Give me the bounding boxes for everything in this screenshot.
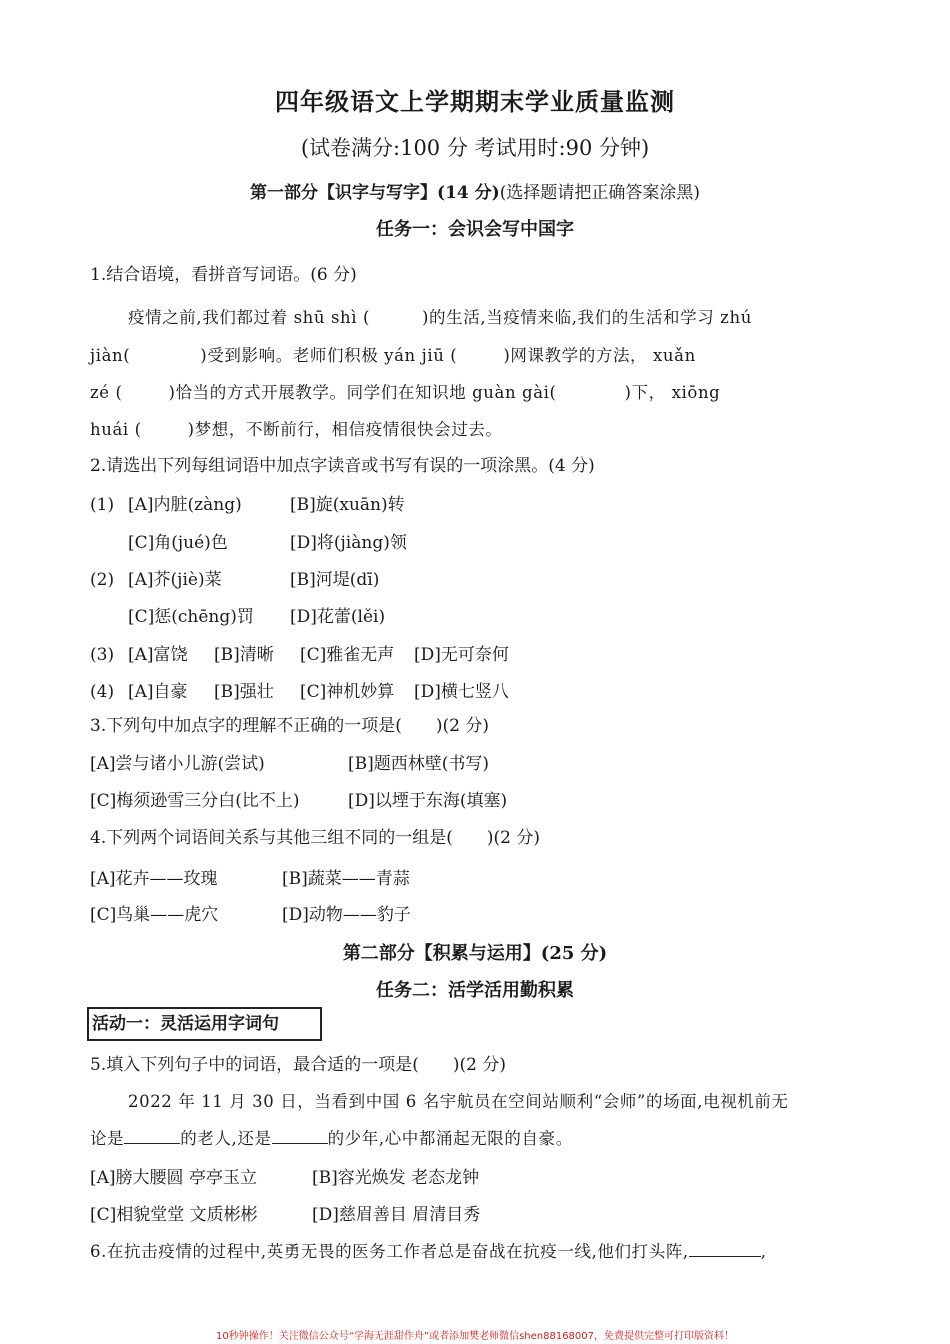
q3-stem: 3.下列句中加点字的理解不正确的一项是( )(2 分) — [90, 716, 489, 736]
q5-row-1: [A]膀大腰圆 亭亭玉立 [B]容光焕发 老态龙钟 — [90, 1168, 480, 1188]
blank-1 — [124, 1131, 180, 1144]
part1-title: 第一部分【识字与写字】(14 分) — [250, 183, 500, 203]
q5-row-2: [C]相貌堂堂 文质彬彬 [D]慈眉善目 眉清目秀 — [90, 1205, 481, 1225]
q2-row-5: (3) [A]富饶 [B]清晰 [C]雅雀无声 [D]无可奈何 — [90, 645, 509, 665]
q1-line-2: jiàn( )受到影响。老师们积极 yán jiū ( )网课教学的方法， xuǎn — [90, 346, 696, 365]
activity-box: 活动一：灵活运用字词句 — [87, 1007, 322, 1041]
q1-line-1: 疫情之前,我们都过着 shū shì ( )的生活,当疫情来临,我们的生活和学习 zhú — [128, 308, 752, 327]
blank-2 — [272, 1131, 328, 1144]
page-title: 四年级语文上学期期末学业质量监测 — [275, 87, 675, 116]
part1-heading — [0, 178, 950, 203]
task1-heading: 任务一：会识会写中国字 — [376, 219, 574, 240]
q2-stem: 2.请选出下列每组词语中加点字读音或书写有误的一项涂黑。(4 分) — [90, 456, 595, 476]
q1-line-3: zé ( )恰当的方式开展教学。同学们在知识地 guàn gài( )下， xiōng — [90, 383, 721, 402]
q5-para-1: 2022 年 11 月 30 日，当看到中国 6 名宇航员在空间站顺利“会师”的场面,电视机前无 — [128, 1092, 789, 1111]
q2-row-3: (2) [A]芥(jiè)菜 [B]河堤(dī) — [90, 570, 380, 590]
task2-heading: 任务二：活学活用勤积累 — [376, 980, 574, 1001]
q3-row-1: [A]尝与诸小儿游(尝试) [B]题西林壁(书写) — [90, 754, 490, 774]
q3-row-2: [C]梅须逊雪三分白(比不上) [D]以堙于东海(填塞) — [90, 791, 508, 811]
q5-para-2: 论是 的老人,还是 的少年,心中都涌起无限的自豪。 — [90, 1129, 573, 1148]
exam-info: (试卷满分:100 分 考试用时:90 分钟) — [300, 136, 650, 160]
blank-3 — [689, 1244, 761, 1257]
part1-note: (选择题请把正确答案涂黑) — [499, 183, 700, 203]
q2-row-1: (1) [A]内脏(zàng) [B]旋(xuān)转 — [90, 495, 405, 515]
footer-ad: 10秒钟操作！关注微信公众号“学海无涯甜作舟”或者添加樊老师微信shen88168007，免费提供完整可打印版资料！ — [215, 1331, 735, 1342]
part2-heading: 第二部分【积累与运用】(25 分) — [342, 943, 608, 964]
q1-line-4: huái ( )梦想，不断前行，相信疫情很快会过去。 — [90, 420, 503, 439]
q6-stem: 6.在抗击疫情的过程中,英勇无畏的医务工作者总是奋战在抗疫一线,他们打头阵, , — [90, 1242, 767, 1261]
q2-row-6: (4) [A]自豪 [B]强壮 [C]神机妙算 [D]横七竖八 — [90, 682, 509, 702]
q4-row-1: [A]花卉——玫瑰 [B]蔬菜——青蒜 — [90, 869, 410, 889]
q1-stem: 1.结合语境，看拼音写词语。(6 分) — [90, 265, 357, 285]
q5-stem: 5.填入下列句子中的词语，最合适的一项是( )(2 分) — [90, 1055, 506, 1075]
q4-stem: 4.下列两个词语间关系与其他三组不同的一组是( )(2 分) — [90, 828, 540, 848]
q4-row-2: [C]鸟巢——虎穴 [D]动物——豹子 — [90, 905, 411, 925]
q2-row-4: [C]惩(chēng)罚 [D]花蕾(lěi) — [128, 607, 386, 627]
q2-row-2: [C]角(jué)色 [D]将(jiàng)领 — [128, 533, 407, 553]
